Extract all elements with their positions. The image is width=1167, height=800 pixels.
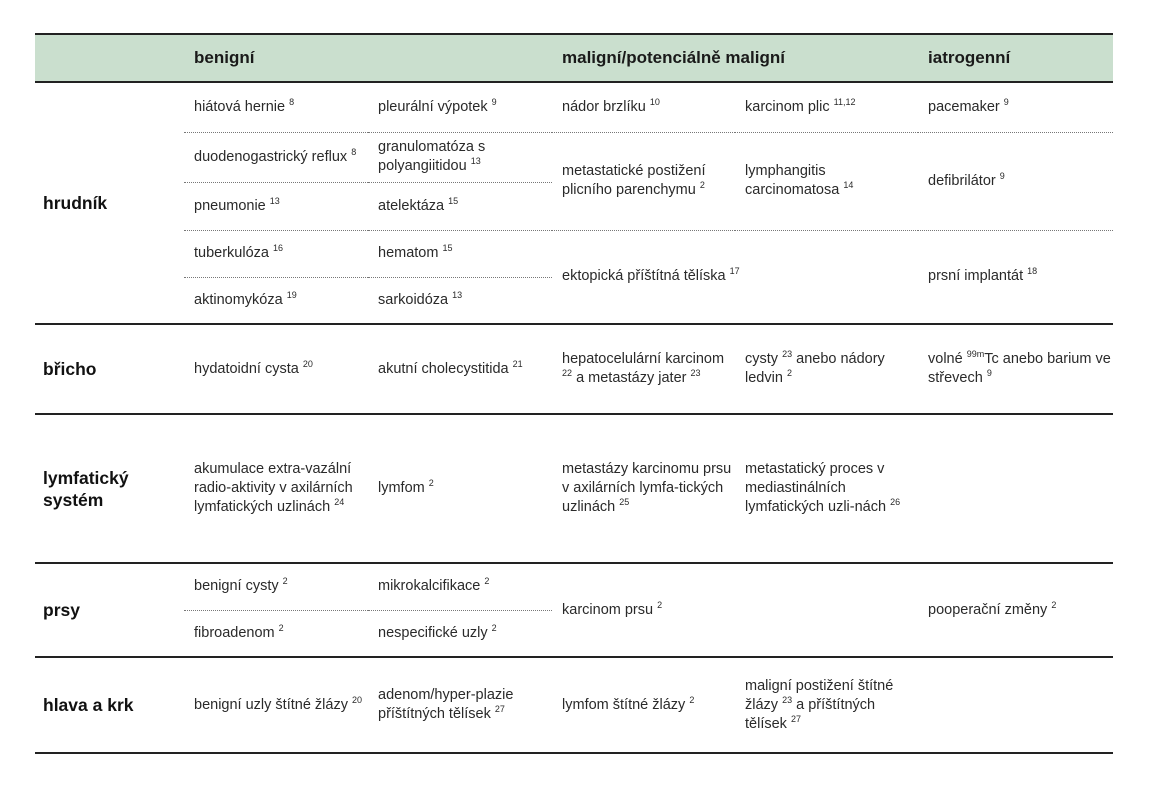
category-hlava: hlava a krk (35, 657, 184, 753)
table-cell: karcinom prsu $^2$ (552, 563, 918, 657)
table-cell: mikrokalcifikace $^2$ (368, 563, 552, 610)
table-cell (918, 414, 1113, 563)
table-row (35, 414, 1113, 563)
table-cell: akutní cholecystitida $^{21}$ (368, 324, 552, 414)
table-row (35, 657, 1113, 753)
table-cell: volné $^{99m}$Tc anebo barium ve střevech $^9$ (918, 324, 1113, 414)
table-cell: defibrilátor $^9$ (918, 132, 1113, 230)
header-row (35, 34, 1113, 82)
category-hrudnik: hrudník (35, 82, 184, 324)
table-cell: ektopická příštítná tělíska $^{17}$ (552, 230, 918, 324)
table-cell: hepatocelulární karcinom $^{22}$ a metastázy jater $^{23}$ (552, 324, 735, 414)
table-cell (918, 657, 1113, 753)
table-cell: cysty $^{23}$ anebo nádory ledvin $^2$ (735, 324, 918, 414)
diagnosis-table (35, 33, 1113, 754)
table-row (35, 230, 1113, 277)
table-cell: nádor brzlíku $^{10}$ (552, 82, 735, 132)
table-cell: pneumonie $^{13}$ (184, 182, 368, 230)
table-cell: karcinom plic $^{11,12}$ (735, 82, 918, 132)
table-cell: pooperační změny $^2$ (918, 563, 1113, 657)
table-cell: atelektáza $^{15}$ (368, 182, 552, 230)
table-cell: aktinomykóza $^{19}$ (184, 277, 368, 324)
table-cell: lymfom štítné žlázy $^2$ (552, 657, 735, 753)
table-cell: hiátová hernie $^8$ (184, 82, 368, 132)
table-cell: metastázy karcinomu prsu v axilárních lymfa-tických uzlinách $^{25}$ (552, 414, 735, 563)
header-empty (35, 34, 184, 82)
table-cell: sarkoidóza $^{13}$ (368, 277, 552, 324)
table-cell: hydatoidní cysta $^{20}$ (184, 324, 368, 414)
table-cell: granulomatóza s polyangiitidou $^{13}$ (368, 132, 552, 182)
category-bricho: břicho (35, 324, 184, 414)
table-row (35, 563, 1113, 610)
table-cell: prsní implantát $^{18}$ (918, 230, 1113, 324)
header-malignant: maligní/potenciálně maligní (552, 34, 918, 82)
table-cell: adenom/hyper-plazie příštítných tělísek $^{27}$ (368, 657, 552, 753)
table-cell: benigní uzly štítné žlázy $^{20}$ (184, 657, 368, 753)
header-iatrogenic: iatrogenní (918, 34, 1113, 82)
table-cell: hematom $^{15}$ (368, 230, 552, 277)
header-benign: benigní (184, 34, 552, 82)
table-cell: duodenogastrický reflux $^8$ (184, 132, 368, 182)
table-cell: metastatický proces v mediastinálních lymfatických uzli-nách $^{26}$ (735, 414, 918, 563)
table-cell: metastatické postižení plicního parenchymu $^2$ (552, 132, 735, 230)
table-row (35, 132, 1113, 182)
table-cell: benigní cysty $^2$ (184, 563, 368, 610)
table-row (35, 82, 1113, 132)
table-cell: akumulace extra-vazální radio-aktivity v axilárních lymfatických uzlinách $^{24}$ (184, 414, 368, 563)
table-cell: lymfom $^2$ (368, 414, 552, 563)
table-cell: fibroadenom $^2$ (184, 610, 368, 657)
category-prsy: prsy (35, 563, 184, 657)
table-cell: tuberkulóza $^{16}$ (184, 230, 368, 277)
table-cell: pleurální výpotek $^9$ (368, 82, 552, 132)
table-cell: nespecifické uzly $^2$ (368, 610, 552, 657)
category-lymf: lymfatický systém (35, 414, 184, 563)
table-cell: pacemaker $^9$ (918, 82, 1113, 132)
table-cell: maligní postižení štítné žlázy $^{23}$ a příštítných tělísek $^{27}$ (735, 657, 918, 753)
table-row (35, 324, 1113, 414)
table-cell: lymphangitis carcinomatosa $^{14}$ (735, 132, 918, 230)
